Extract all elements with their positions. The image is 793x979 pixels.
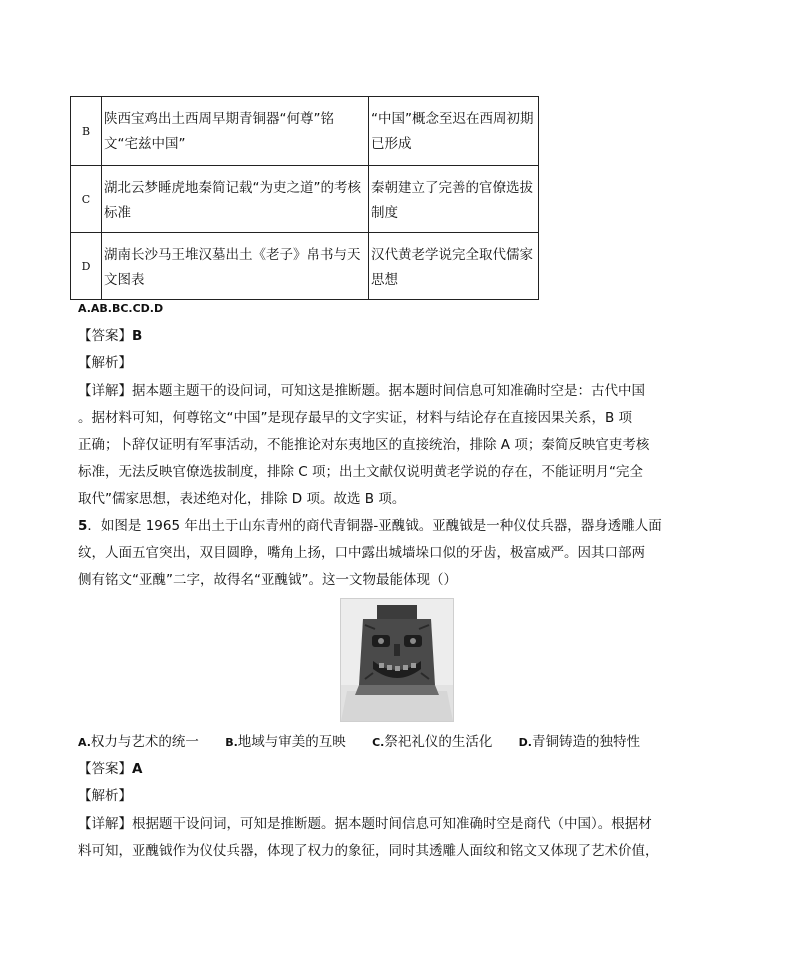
table-row [71,166,539,233]
q5-stem-line: 纹，人面五官突出，双目圆睁，嘴角上扬，口中露出城墙垛口似的牙齿，极富威严。因其口部两 [78,545,645,561]
choice-key: A. [78,736,91,749]
row-material: 湖北云梦睡虎地秦简记载“为吏之道”的考核标准 [102,166,369,233]
q4-detail-line: 标准，无法反映官僚选拔制度，排除 C 项；出土文献仅说明黄老学说的存在，不能证明月“完全 [78,464,644,480]
row-conclusion: 秦朝建立了完善的官僚选拔制度 [369,166,539,233]
choice-text: 地域与审美的互映 [237,734,346,750]
question-number: 5 [78,518,88,534]
q4-answer [78,327,142,345]
q4-options-line: A.AB.BC.CD.D [78,302,164,315]
q4-detail-line: 【详解】据本题主题干的设问词，可知这是推断题。据本题时间信息可知准确时空是：古代中国 [78,383,645,399]
row-letter: C [71,166,102,233]
choice-key: D. [518,736,532,749]
q5-analysis-label: 【解析】 [78,788,132,804]
answer-label: 【答案】 [78,761,132,777]
table-row [71,97,539,166]
q5-answer [78,760,142,778]
q5-stem-line [78,517,662,535]
stem-text: ．如图是 1965 年出土于山东青州的商代青铜器-亚醜钺。亚醜钺是一种仪仗兵器，器身透雕人面 [87,518,662,534]
choice-text: 青铜铸造的独特性 [531,734,640,750]
row-conclusion: “中国”概念至迟在西周初期已形成 [369,97,539,166]
row-material: 陕西宝鸡出土西周早期青铜器“何尊”铭文“宅兹中国” [102,97,369,166]
options-table [70,96,539,300]
row-letter: B [71,97,102,166]
choice-a[interactable] [78,734,199,750]
q4-detail-line: 取代”儒家思想，表述绝对化，排除 D 项。故选 B 项。 [78,491,406,507]
q5-choices [78,733,662,752]
q5-stem-line: 侧有铭文“亚醜”二字，故得名“亚醜钺”。这一文物最能体现（） [78,572,457,588]
choice-d[interactable] [519,734,640,750]
q4-detail-line: 正确；卜辞仅证明有军事活动，不能推论对东夷地区的直接统治，排除 A 项；秦简反映官吏考核 [78,437,650,453]
answer-label: 【答案】 [78,328,132,344]
row-letter: D [71,233,102,300]
q4-analysis-label: 【解析】 [78,355,132,371]
row-conclusion: 汉代黄老学说完全取代儒家思想 [369,233,539,300]
choice-b[interactable] [225,734,346,750]
choice-key: B. [225,736,238,749]
row-material: 湖南长沙马王堆汉墓出土《老子》帛书与天文图表 [102,233,369,300]
choice-c[interactable] [372,734,492,750]
answer-value: B [132,328,143,344]
choice-text: 权力与艺术的统一 [90,734,199,750]
bronze-axe-image [341,599,453,721]
choice-key: C. [372,736,385,749]
q5-detail-line: 料可知，亚醜钺作为仪仗兵器，体现了权力的象征，同时其透雕人面纹和铭文又体现了艺术价值， [78,843,659,859]
q4-detail-line: 。据材料可知，何尊铭文“中国”是现存最早的文字实证，材料与结论存在直接因果关系，B 项 [78,410,633,426]
yachou-yue-photo [340,598,454,722]
table-row [71,233,539,300]
answer-value: A [132,761,143,777]
q5-detail-line: 【详解】根据题干设问词，可知是推断题。据本题时间信息可知准确时空是商代（中国）。根据材 [78,816,652,832]
choice-text: 祭祀礼仪的生活化 [384,734,493,750]
